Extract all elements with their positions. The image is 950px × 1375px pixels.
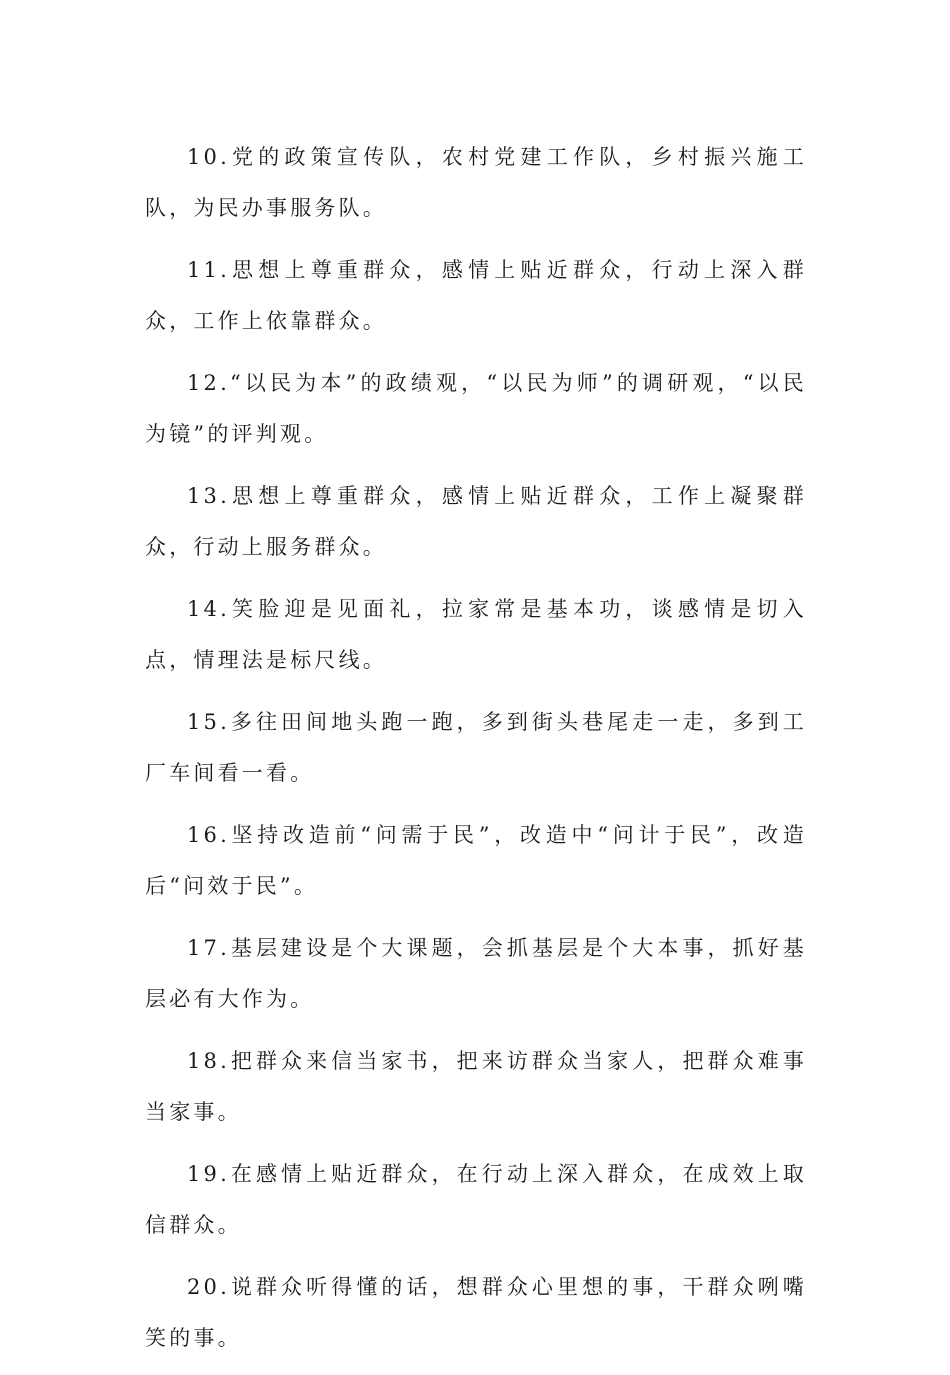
paragraph-20: 20.说群众听得懂的话，想群众心里想的事，干群众咧嘴笑的事。 (145, 1275, 807, 1350)
paragraph-19: 19.在感情上贴近群众，在行动上深入群众，在成效上取信群众。 (145, 1162, 807, 1237)
paragraph-10: 10.党的政策宣传队，农村党建工作队，乡村振兴施工队，为民办事服务队。 (145, 145, 807, 220)
document-body (145, 132, 807, 1375)
paragraph-14: 14.笑脸迎是见面礼，拉家常是基本功，谈感情是切入点，情理法是标尺线。 (145, 597, 807, 672)
paragraph-17: 17.基层建设是个大课题，会抓基层是个大本事，抓好基层必有大作为。 (145, 936, 807, 1011)
paragraph-16: 16.坚持改造前“问需于民”，改造中“问计于民”，改造后“问效于民”。 (145, 823, 807, 898)
paragraph-12: 12.“以民为本”的政绩观，“以民为师”的调研观，“以民为镜”的评判观。 (145, 371, 807, 446)
paragraph-15: 15.多往田间地头跑一跑，多到街头巷尾走一走，多到工厂车间看一看。 (145, 710, 807, 785)
paragraph-18: 18.把群众来信当家书，把来访群众当家人，把群众难事当家事。 (145, 1049, 807, 1124)
paragraph-13: 13.思想上尊重群众，感情上贴近群众，工作上凝聚群众，行动上服务群众。 (145, 484, 807, 559)
paragraph-11: 11.思想上尊重群众，感情上贴近群众，行动上深入群众，工作上依靠群众。 (145, 258, 807, 333)
